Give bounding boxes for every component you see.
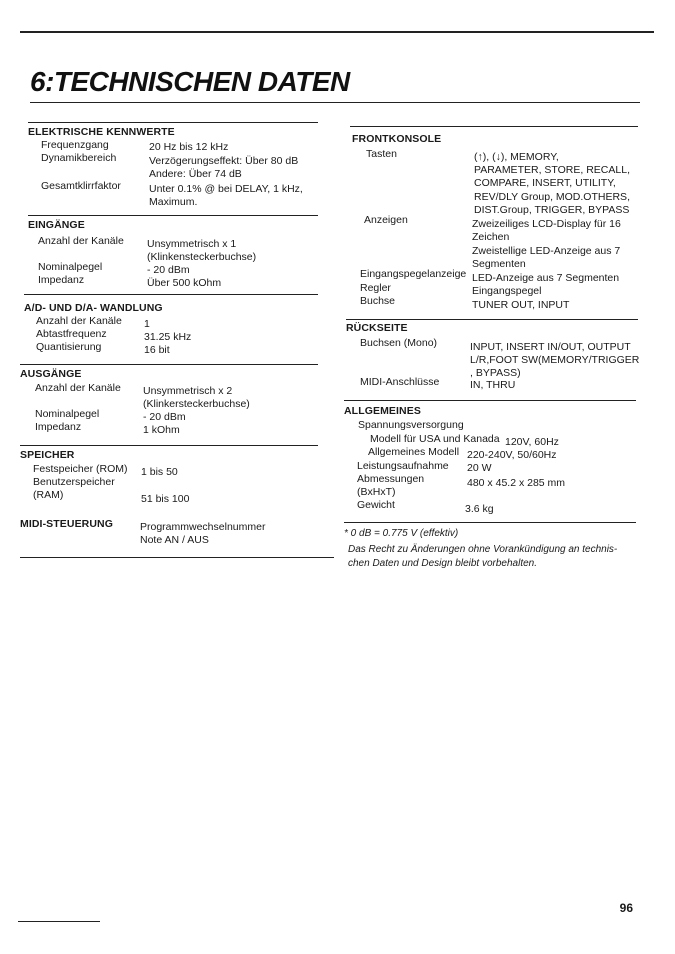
value-quantisierung: 16 bit	[144, 344, 170, 356]
value-dynamikbereich-2: Andere: Über 74 dB	[149, 168, 242, 180]
section-heading-frontkonsole: FRONTKONSOLE	[352, 133, 442, 145]
section-heading-eingaenge: EINGÄNGE	[28, 219, 85, 231]
value-anzahl-kanaele-ausgang-2: (Klinkersteckerbuchse)	[143, 398, 250, 410]
label-quantisierung: Quantisierung	[36, 341, 102, 353]
value-midi-anschluesse: IN, THRU	[470, 379, 516, 391]
value-tasten-2: PARAMETER, STORE, RECALL,	[474, 164, 630, 176]
value-anzahl-kanaele-ausgang: Unsymmetrisch x 2	[143, 385, 233, 397]
value-nominalpegel-eingang: - 20 dBm	[147, 264, 190, 276]
section-rule	[350, 126, 638, 127]
label-abtastfrequenz: Abtastfrequenz	[36, 328, 107, 340]
label-modell-usa-kanada: Modell für USA und Kanada	[370, 433, 500, 445]
label-anzahl-kanaele-eingang: Anzahl der Kanäle	[38, 235, 124, 247]
value-gesamtklirrfaktor-2: Maximum.	[149, 196, 198, 208]
label-abmessungen: Abmessungen	[357, 473, 425, 485]
value-gewicht: 3.6 kg	[465, 503, 494, 515]
value-allgemeines-modell: 220-240V, 50/60Hz	[467, 449, 557, 461]
label-eingangspegelanzeige: Eingangspegelanzeige	[360, 268, 467, 280]
section-heading-speicher: SPEICHER	[20, 449, 75, 461]
label-festspeicher: Festspeicher (ROM)	[33, 463, 128, 475]
label-benutzerspeicher-ram: (RAM)	[33, 489, 64, 501]
value-festspeicher: 1 bis 50	[141, 466, 178, 478]
label-anzahl-kanaele-ad: Anzahl der Kanäle	[36, 315, 122, 327]
value-anzahl-kanaele-eingang-2: (Klinkensteckerbuchse)	[147, 251, 257, 263]
value-tasten-1: (↑), (↓), MEMORY,	[474, 151, 559, 163]
value-buchsen-mono-1: INPUT, INSERT IN/OUT, OUTPUT	[470, 341, 631, 353]
section-rule	[20, 557, 334, 558]
section-rule	[28, 122, 318, 123]
value-buchse: TUNER OUT, INPUT	[472, 299, 570, 311]
label-midi-anschluesse: MIDI-Anschlüsse	[360, 376, 440, 388]
value-benutzerspeicher: 51 bis 100	[141, 493, 190, 505]
label-leistungsaufnahme: Leistungsaufnahme	[357, 460, 449, 472]
value-anzeigen-4: Segmenten	[472, 258, 526, 270]
section-heading-ausgaenge: AUSGÄNGE	[20, 368, 82, 380]
value-gesamtklirrfaktor: Unter 0.1% @ bei DELAY, 1 kHz,	[149, 183, 303, 195]
value-frequenzgang: 20 Hz bis 12 kHz	[149, 141, 229, 153]
section-rule	[344, 400, 636, 401]
section-heading-ad-da: A/D- UND D/A- WANDLUNG	[24, 302, 163, 314]
page-title: 6:TECHNISCHEN DATEN	[30, 66, 350, 97]
value-abtastfrequenz: 31.25 kHz	[144, 331, 192, 343]
label-tasten: Tasten	[366, 148, 397, 160]
section-rule	[20, 364, 318, 365]
label-nominalpegel-eingang: Nominalpegel	[38, 261, 103, 273]
label-gesamtklirrfaktor: Gesamtklirrfaktor	[41, 180, 121, 192]
value-note-an-aus: Note AN / AUS	[140, 534, 209, 546]
value-tasten-4: REV/DLY Group, MOD.OTHERS,	[474, 191, 630, 203]
label-buchse: Buchse	[360, 295, 396, 307]
value-anzeigen-3: Zweistellige LED-Anzeige aus 7	[472, 245, 621, 257]
value-anzeigen-1: Zweizeiliges LCD-Display für 16	[472, 218, 621, 230]
label-nominalpegel-ausgang: Nominalpegel	[35, 408, 100, 420]
section-heading-rueckseite: RÜCKSEITE	[346, 322, 408, 334]
label-anzahl-kanaele-ausgang: Anzahl der Kanäle	[35, 382, 121, 394]
value-buchsen-mono-2: L/R,FOOT SW(MEMORY/TRIGGER	[470, 354, 640, 366]
section-rule	[24, 294, 318, 295]
value-eingangspegelanzeige: LED-Anzeige aus 7 Segmenten	[472, 272, 620, 284]
value-leistungsaufnahme: 20 W	[467, 462, 492, 474]
section-rule	[346, 319, 638, 320]
value-nominalpegel-ausgang: - 20 dBm	[143, 411, 186, 423]
value-anzeigen-2: Zeichen	[472, 231, 510, 243]
value-modell-usa-kanada: 120V, 60Hz	[505, 436, 559, 448]
label-bxhxt: (BxHxT)	[357, 486, 396, 498]
title-rule	[30, 102, 640, 103]
section-rule	[28, 215, 318, 216]
section-heading-midi-steuerung: MIDI-STEUERUNG	[20, 518, 113, 530]
label-gewicht: Gewicht	[357, 499, 395, 511]
section-heading-elektrische: ELEKTRISCHE KENNWERTE	[28, 126, 175, 138]
label-anzeigen: Anzeigen	[364, 214, 408, 226]
label-dynamikbereich: Dynamikbereich	[41, 152, 117, 164]
label-impedanz-eingang: Impedanz	[38, 274, 85, 286]
label-allgemeines-modell: Allgemeines Modell	[368, 446, 460, 458]
value-anzahl-kanaele-eingang: Unsymmetrisch x 1	[147, 238, 237, 250]
label-buchsen-mono: Buchsen (Mono)	[360, 337, 438, 349]
label-benutzerspeicher: Benutzerspeicher	[33, 476, 115, 488]
value-tasten-5: DIST.Group, TRIGGER, BYPASS	[474, 204, 630, 216]
section-rule	[20, 445, 318, 446]
value-dynamikbereich: Verzögerungseffekt: Über 80 dB	[149, 155, 299, 167]
section-heading-allgemeines: ALLGEMEINES	[344, 405, 421, 417]
value-anzahl-kanaele-ad: 1	[144, 318, 150, 330]
label-frequenzgang: Frequenzgang	[41, 139, 109, 151]
footnote-disclaimer-1: Das Recht zu Änderungen ohne Vorankündigung an technis-	[348, 544, 618, 555]
page-number: 96	[619, 901, 633, 915]
value-programmwechselnummer: Programmwechselnummer	[140, 521, 266, 533]
label-spannungsversorgung: Spannungsversorgung	[358, 419, 464, 431]
bottom-rule	[18, 921, 100, 922]
footnote-0db: * 0 dB = 0.775 V (effektiv)	[344, 528, 459, 539]
value-impedanz-ausgang: 1 kOhm	[143, 424, 180, 436]
section-rule	[344, 522, 636, 523]
value-tasten-3: COMPARE, INSERT, UTILITY,	[474, 177, 616, 189]
value-buchsen-mono-3: , BYPASS)	[470, 367, 521, 379]
label-regler: Regler	[360, 282, 391, 294]
label-impedanz-ausgang: Impedanz	[35, 421, 82, 433]
value-regler: Eingangspegel	[472, 285, 542, 297]
top-rule	[20, 31, 654, 33]
footnote-disclaimer-2: chen Daten und Design bleibt vorbehalten.	[348, 558, 538, 569]
value-impedanz-eingang: Über 500 kOhm	[147, 277, 222, 289]
value-abmessungen: 480 x 45.2 x 285 mm	[467, 477, 566, 489]
